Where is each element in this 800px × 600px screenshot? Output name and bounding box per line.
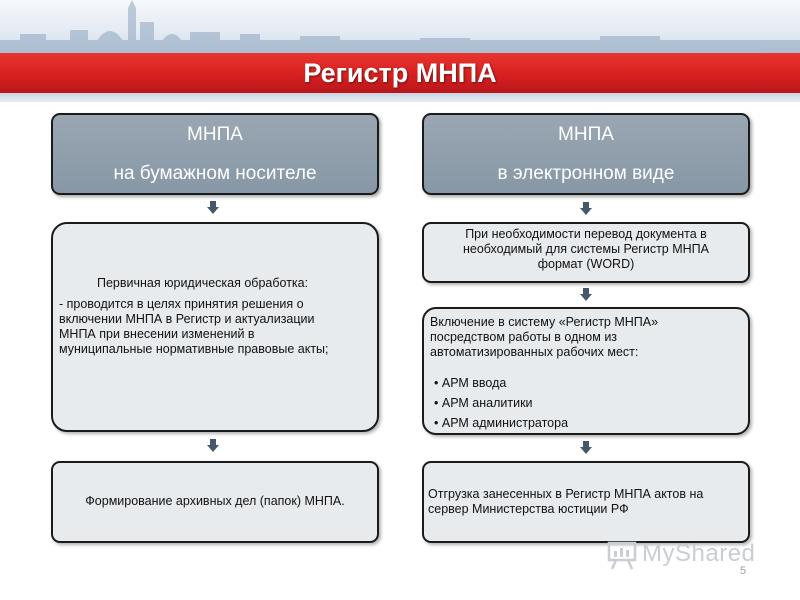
right-step1-line1: При необходимости перевод документа в — [465, 227, 707, 241]
right-step2-bullet — [434, 413, 744, 433]
bullet-dot-icon: • — [434, 376, 442, 390]
page-number: 5 — [740, 565, 747, 577]
bullet-dot-icon: • — [434, 396, 442, 410]
right-step2-bullet-3: АРМ администратора — [441, 416, 569, 430]
city-skyline-image — [0, 0, 800, 56]
left-arrow-1 — [207, 201, 219, 214]
watermark-text: MyShared — [642, 540, 756, 567]
left-step1-line3: включении МНПА в Регистр и актуализации — [59, 312, 315, 326]
right-arrow-2 — [580, 288, 592, 301]
left-step2-text: Формирование архивных дел (папок) МНПА. — [85, 494, 345, 508]
right-step2-line1: Включение в систему «Регистр МНПА» — [430, 315, 659, 329]
presentation-board-icon — [606, 540, 638, 570]
left-header-line1: МНПА — [187, 124, 243, 145]
right-step2-bullet — [434, 393, 744, 413]
right-arrow-3 — [580, 441, 592, 454]
right-step1-line3: формат (WORD) — [537, 257, 635, 271]
left-step2-box — [51, 461, 379, 543]
left-step1-box — [51, 222, 379, 432]
right-step2-bullet-2: АРМ аналитики — [441, 396, 533, 410]
title-band — [0, 53, 800, 93]
right-arrow-1 — [580, 202, 592, 215]
left-arrow-2 — [207, 439, 219, 452]
right-step2-line3: автоматизированных рабочих мест: — [430, 345, 639, 359]
right-header-line2: в электронном виде — [497, 163, 675, 184]
left-header-box — [51, 113, 379, 195]
right-step3-line2: сервер Министерства юстиции РФ — [428, 502, 629, 516]
left-step1-line1: Первичная юридическая обработка: — [97, 276, 309, 290]
title-band-strip — [0, 93, 800, 102]
right-step1-box — [422, 222, 750, 283]
right-step2-bullet — [434, 373, 744, 393]
right-step2-box — [422, 307, 750, 435]
right-step2-line2: посредством работы в одном из — [430, 330, 618, 344]
left-step1-line2: - проводится в целях принятия решения о — [59, 297, 304, 311]
right-step2-bullet-1: АРМ ввода — [441, 376, 507, 390]
right-step1-line2: необходимый для системы Регистр МНПА — [463, 242, 709, 256]
left-step1-line5: муниципальные нормативные правовые акты; — [59, 342, 329, 356]
right-step3-line1: Отгрузка занесенных в Регистр МНПА актов на — [428, 487, 704, 501]
page-title: Регистр МНПА — [303, 58, 497, 88]
right-step3-box — [422, 461, 750, 543]
right-header-box — [422, 113, 750, 195]
left-header-line2: на бумажном носителе — [113, 163, 317, 184]
right-header-line1: МНПА — [558, 124, 614, 145]
left-step1-line4: МНПА при внесении изменений в — [59, 327, 255, 341]
bullet-dot-icon: • — [434, 416, 442, 430]
